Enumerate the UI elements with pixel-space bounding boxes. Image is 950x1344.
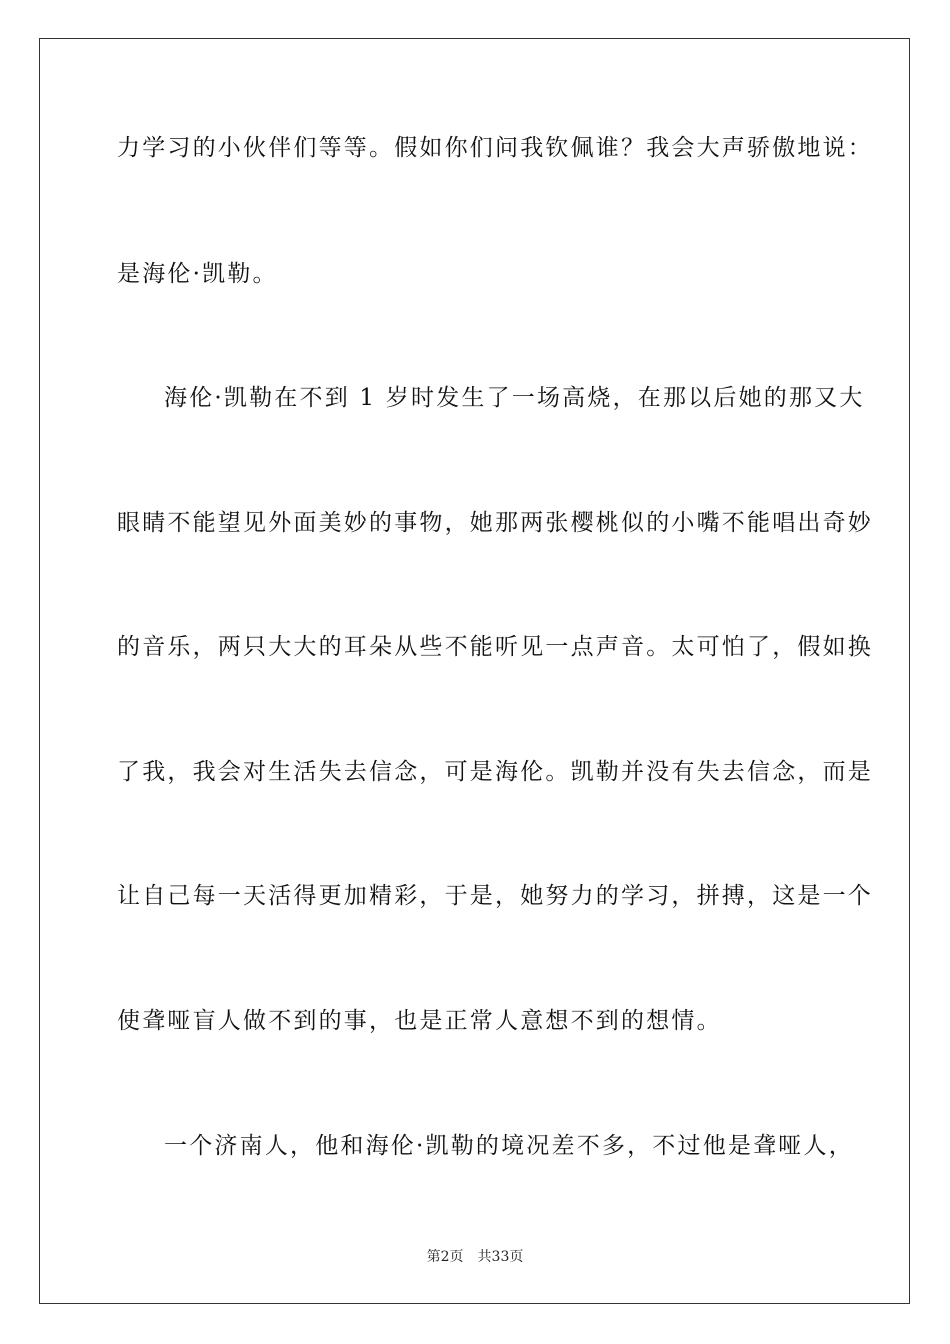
text-line: 眼睛不能望见外面美妙的事物，她那两张樱桃似的小嘴不能唱出奇妙 [117, 510, 873, 536]
text-line: 了我，我会对生活失去信念，可是海伦。凯勒并没有失去信念，而是 [117, 759, 873, 785]
paragraph-start-line: 海伦·凯勒在不到 1 岁时发生了一场高烧，在那以后她的那又大 [164, 385, 865, 411]
text-line: 使聋哑盲人做不到的事，也是正常人意想不到的想情。 [117, 1008, 722, 1034]
page-frame [39, 38, 910, 1304]
text-line: 让自己每一天活得更加精彩，于是，她努力的学习，拼搏，这是一个 [117, 883, 873, 909]
paragraph-start-line: 一个济南人，他和海伦·凯勒的境况差不多，不过他是聋哑人， [164, 1133, 854, 1159]
page-number-current: 第2页 [426, 1249, 464, 1265]
text-line: 是海伦·凯勒。 [117, 261, 278, 287]
page-number-total: 共33页 [477, 1249, 524, 1265]
text-line: 力学习的小伙伴们等等。假如你们问我钦佩谁？我会大声骄傲地说： [117, 135, 873, 161]
text-line: 的音乐，两只大大的耳朵从些不能听见一点声音。太可怕了，假如换 [117, 634, 873, 660]
page-footer [0, 1247, 950, 1267]
